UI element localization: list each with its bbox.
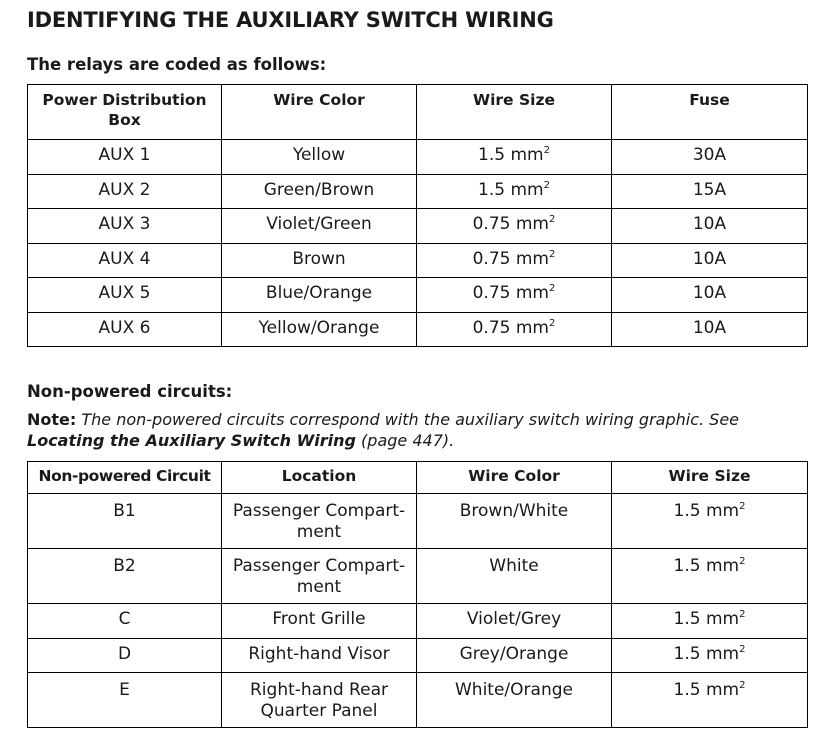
- column-header: Wire Color: [222, 85, 417, 140]
- location-cell: [222, 673, 417, 728]
- circuit-cell-text: E: [119, 680, 130, 700]
- box-cell-text: AUX 4: [98, 248, 151, 269]
- wire-color-cell-text: Blue/Orange: [265, 283, 373, 303]
- location-cell-text: Passenger Compart-ment: [232, 501, 406, 542]
- wire-size-cell-text: 0.75 mm: [472, 248, 549, 269]
- location-cell: [222, 549, 417, 604]
- table-header-row: [28, 85, 808, 140]
- table-row: [28, 278, 808, 313]
- wire-size-cell-text: 1.5 mm: [673, 556, 740, 576]
- wire-size-cell-text: 0.75 mm: [472, 283, 549, 303]
- column-header: Non-powered Circuit: [28, 462, 222, 494]
- circuit-cell-text: D: [117, 643, 132, 664]
- circuit-cell: [28, 604, 222, 639]
- wire-size-cell-text: 0.75 mm: [472, 214, 549, 234]
- wire-size-cell-text: 1.5 mm: [673, 643, 740, 664]
- table-row: [28, 638, 808, 673]
- table-row: [28, 243, 808, 278]
- note-paragraph: [27, 409, 817, 451]
- circuit-cell-text: B1: [113, 501, 136, 521]
- wire-size-cell: [612, 638, 808, 673]
- nonpowered-heading: Non-powered circuits:: [27, 382, 233, 401]
- wire-color-cell-text: Brown: [292, 248, 346, 269]
- note-label: Note:: [27, 410, 77, 429]
- unit-exponent: 2: [739, 556, 746, 567]
- unit-exponent: 2: [739, 643, 746, 655]
- wire-color-cell: [417, 494, 612, 549]
- table-header-row: [28, 462, 808, 494]
- table-row: [28, 312, 808, 347]
- note-link[interactable]: Locating the Auxiliary Switch Wiring: [27, 431, 356, 450]
- box-cell-text: AUX 2: [98, 179, 151, 200]
- circuit-cell-text: C: [118, 609, 131, 629]
- fuse-cell: [612, 243, 808, 278]
- unit-exponent: 2: [739, 680, 746, 691]
- location-cell: [222, 638, 417, 673]
- location-cell-text: Passenger Compart-ment: [232, 556, 406, 597]
- box-cell-text: AUX 6: [98, 317, 151, 338]
- wire-color-cell: [417, 638, 612, 673]
- wire-color-cell: [222, 209, 417, 244]
- fuse-cell: [612, 312, 808, 347]
- column-header: Wire Size: [417, 85, 612, 140]
- circuit-cell: [28, 549, 222, 604]
- unit-exponent: 2: [543, 179, 550, 191]
- wire-size-cell: [417, 209, 612, 244]
- table-row: [28, 140, 808, 175]
- wire-color-cell: [417, 549, 612, 604]
- note-text: The non-powered circuits correspond with the auxiliary switch wiring graphic. See: [76, 410, 739, 429]
- unit-exponent: 2: [549, 214, 556, 225]
- column-header: Wire Color: [417, 462, 612, 494]
- box-cell: [28, 243, 222, 278]
- fuse-cell: [612, 209, 808, 244]
- fuse-cell-text: 10A: [692, 214, 727, 234]
- note-page-ref: (page 447).: [355, 431, 455, 450]
- circuit-cell: [28, 673, 222, 728]
- circuit-cell-text: B2: [113, 556, 136, 576]
- wire-size-cell: [417, 278, 612, 313]
- wire-size-cell-text: 1.5 mm: [673, 609, 740, 629]
- table-row: [28, 673, 808, 728]
- box-cell-text: AUX 5: [98, 283, 151, 303]
- fuse-cell-text: 15A: [692, 179, 727, 200]
- location-cell-text: Right-hand Visor: [248, 643, 390, 664]
- location-cell: [222, 494, 417, 549]
- box-cell: [28, 312, 222, 347]
- wire-color-cell: [417, 604, 612, 639]
- wire-size-cell-text: 1.5 mm: [478, 179, 544, 200]
- unit-exponent: 2: [549, 283, 556, 294]
- wire-size-cell: [417, 312, 612, 347]
- location-cell-text: Front Grille: [272, 609, 366, 629]
- wire-color-cell-text: Violet/Grey: [466, 609, 562, 629]
- wire-size-cell: [612, 604, 808, 639]
- wire-color-cell-text: White/Orange: [455, 680, 573, 700]
- fuse-cell: [612, 174, 808, 209]
- table-row: [28, 209, 808, 244]
- wire-color-cell-text: White: [489, 556, 539, 576]
- wire-size-cell-text: 1.5 mm: [478, 145, 544, 165]
- box-cell-text: AUX 1: [98, 145, 151, 165]
- table-row: [28, 549, 808, 604]
- box-cell-text: AUX 3: [98, 214, 151, 234]
- wire-color-cell-text: Yellow/Orange: [258, 317, 380, 338]
- wire-color-cell: [222, 174, 417, 209]
- wire-color-cell: [222, 278, 417, 313]
- wire-size-cell-text: 1.5 mm: [673, 680, 740, 700]
- fuse-cell: [612, 278, 808, 313]
- column-header: Fuse: [612, 85, 808, 140]
- wire-size-cell-text: 1.5 mm: [673, 501, 740, 521]
- fuse-cell-text: 10A: [692, 248, 727, 269]
- box-cell: [28, 174, 222, 209]
- wire-color-cell-text: Yellow: [292, 145, 346, 165]
- wire-color-cell: [222, 140, 417, 175]
- location-cell-text: Right-hand Rear Quarter Panel: [250, 680, 388, 721]
- wire-color-cell-text: Green/Brown: [263, 179, 375, 200]
- wire-size-cell: [417, 174, 612, 209]
- table-row: [28, 174, 808, 209]
- column-header: Location: [222, 462, 417, 494]
- unit-exponent: 2: [543, 145, 550, 156]
- wire-size-cell: [612, 494, 808, 549]
- wire-size-cell: [612, 673, 808, 728]
- wire-color-cell-text: Grey/Orange: [459, 643, 569, 664]
- column-header: Power Distribution Box: [28, 85, 222, 140]
- box-cell: [28, 278, 222, 313]
- table-row: [28, 604, 808, 639]
- relays-table: [27, 84, 808, 347]
- unit-exponent: 2: [739, 501, 746, 512]
- unit-exponent: 2: [549, 317, 556, 329]
- circuits-table: [27, 461, 808, 728]
- unit-exponent: 2: [739, 609, 746, 620]
- wire-color-cell: [222, 312, 417, 347]
- unit-exponent: 2: [549, 248, 556, 260]
- wire-color-cell-text: Violet/Green: [266, 214, 372, 234]
- wire-size-cell-text: 0.75 mm: [472, 317, 549, 338]
- wire-size-cell: [612, 549, 808, 604]
- wire-color-cell-text: Brown/White: [459, 501, 569, 521]
- wire-size-cell: [417, 243, 612, 278]
- wire-color-cell: [222, 243, 417, 278]
- circuit-cell: [28, 638, 222, 673]
- fuse-cell-text: 10A: [692, 317, 727, 338]
- box-cell: [28, 140, 222, 175]
- page-title: IDENTIFYING THE AUXILIARY SWITCH WIRING: [27, 8, 554, 32]
- fuse-cell-text: 10A: [692, 283, 727, 303]
- column-header: Wire Size: [612, 462, 808, 494]
- circuit-cell: [28, 494, 222, 549]
- box-cell: [28, 209, 222, 244]
- wire-size-cell: [417, 140, 612, 175]
- fuse-cell-text: 30A: [692, 145, 727, 165]
- location-cell: [222, 604, 417, 639]
- table-row: [28, 494, 808, 549]
- fuse-cell: [612, 140, 808, 175]
- relays-heading: The relays are coded as follows:: [27, 55, 327, 74]
- wire-color-cell: [417, 673, 612, 728]
